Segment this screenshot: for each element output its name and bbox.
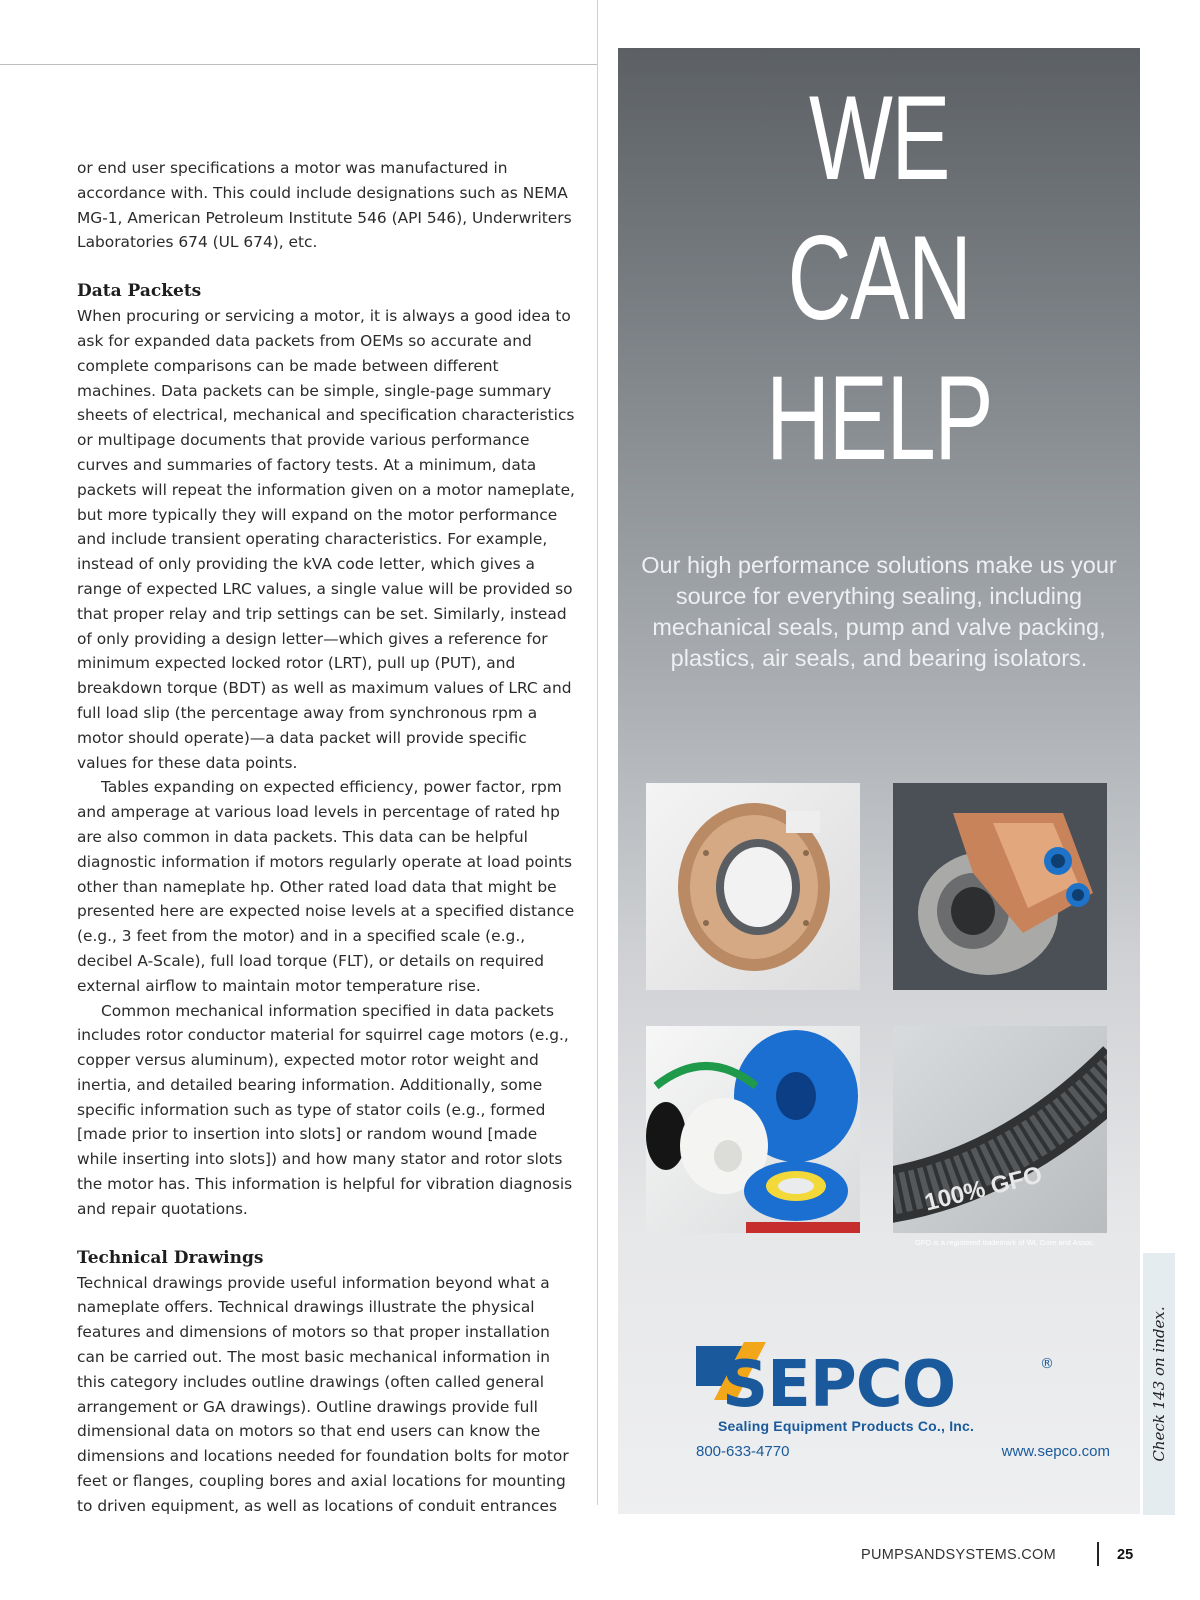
footer-divider: [1097, 1542, 1099, 1566]
top-rule: [0, 64, 597, 65]
logo-wordmark: SEPCO: [722, 1348, 956, 1422]
headline-line-1: WE: [808, 71, 950, 205]
ad-body-copy: Our high performance solutions make us your source for everything sealing, including mechanical seals, pump and valve packing, plastics, air seals, and bearing isolators.: [641, 552, 1117, 671]
sepco-advertisement[interactable]: [618, 48, 1140, 1514]
article-column: [77, 156, 577, 1519]
website-link[interactable]: www.sepco.com: [1001, 1443, 1110, 1460]
page-number: 25: [1117, 1547, 1134, 1563]
section-heading-technical-drawings: Technical Drawings: [77, 1247, 264, 1268]
article-intro-paragraph: or end user specifications a motor was manufactured in accordance with. This could include designations such as NEMA MG-1, American Petroleum Institute 546 (API 546), Underwriters Laboratories 674 (UL 674), etc.: [77, 159, 572, 252]
cartridge-seal-photo: [893, 783, 1107, 990]
sepco-logo[interactable]: [696, 1338, 1058, 1428]
data-packets-paragraph-1: When procuring or servicing a motor, it is always a good idea to ask for expanded data packets from OEMs so accurate and complete comparisons can be made between different machines. Data packets can be simple, single-page summary sheets of electrical, mechanical and specification characteristics or multipage documents that provide various performance curves and summaries of factory tests. At a minimum, data packets will repeat the information given on a motor nameplate, but more typically they will expand on the motor performance and include transient operating characteristics. For example, instead of only providing the kVA code letter, which gives a range of expected LRC values, a single value will be provided so that proper relay and trip settings can be set. Similarly, instead of only providing a design letter—which gives a reference for minimum expected locked rotor (LRT), pull up (PUT), and breakdown torque (BDT) as well as maximum values of LRC and full load slip (the percentage away from synchronous rpm a motor should operate)—a data packet will provide specific values for these data points.: [77, 307, 575, 772]
braided-packing-photo: [893, 1026, 1107, 1233]
company-tagline: Sealing Equipment Products Co., Inc.: [718, 1418, 975, 1434]
plastic-parts-photo: [646, 1026, 860, 1233]
technical-drawings-paragraph-1: Technical drawings provide useful information beyond what a nameplate offers. Technical drawings illustrate the physical features and dimensions of motors so that proper installation can be carried out. The most basic mechanical information in this category includes outline drawings (often called general arrangement or GA drawings). Outline drawings provide full dimensional data on motors so that end users can know the dimensions and locations needed for foundation bolts for motor feet or flanges, coupling bores and axial locations for mounting to driven equipment, as well as locations of conduit entrances: [77, 1273, 569, 1515]
bronze-seal-photo: [646, 783, 860, 990]
registered-mark: ®: [1040, 1356, 1054, 1372]
ad-headline: [618, 68, 1140, 488]
headline-line-3: HELP: [765, 351, 993, 485]
reader-index-tab: [1143, 1253, 1175, 1515]
column-divider: [597, 0, 598, 1505]
headline-line-2: CAN: [787, 211, 971, 345]
index-tab-text: Check 143 on index.: [1150, 1306, 1168, 1462]
footer-site-name: PUMPSANDSYSTEMS.COM: [860, 1547, 1056, 1563]
data-packets-paragraph-3: Common mechanical information specified in data packets includes rotor conductor material for squirrel cage motors (e.g., copper versus aluminum), expected motor rotor weight and inertia, and detailed bearing information. Additionally, some specific information such as type of stator coils (e.g., formed [made prior to insertion into slots] or random wound [made while inserting into slots]) and how many stator and rotor slots the motor has. This information is helpful for vibration diagnosis and repair quotations.: [77, 1001, 573, 1218]
phone-number[interactable]: 800-633-4770: [696, 1443, 790, 1460]
section-heading-data-packets: Data Packets: [77, 281, 202, 302]
trademark-note: GFO is a registered trademark of WL Gore and Assoc.: [914, 1238, 1096, 1247]
packing-label: 100% GFO: [921, 1161, 1045, 1217]
data-packets-paragraph-2: Tables expanding on expected efficiency, power factor, rpm and amperage at various load levels in percentage of rated hp are also common in data packets. This data can be helpful diagnostic information if motors regularly operate at load points other than nameplate hp. Other rated load data that might be presented here are expected noise levels at a specified distance (e.g., 3 feet from the motor) and in a specified scale (e.g., decibel A-Scale), full load torque (FLT), or details on required external airflow to maintain motor temperature rise.: [77, 778, 575, 995]
